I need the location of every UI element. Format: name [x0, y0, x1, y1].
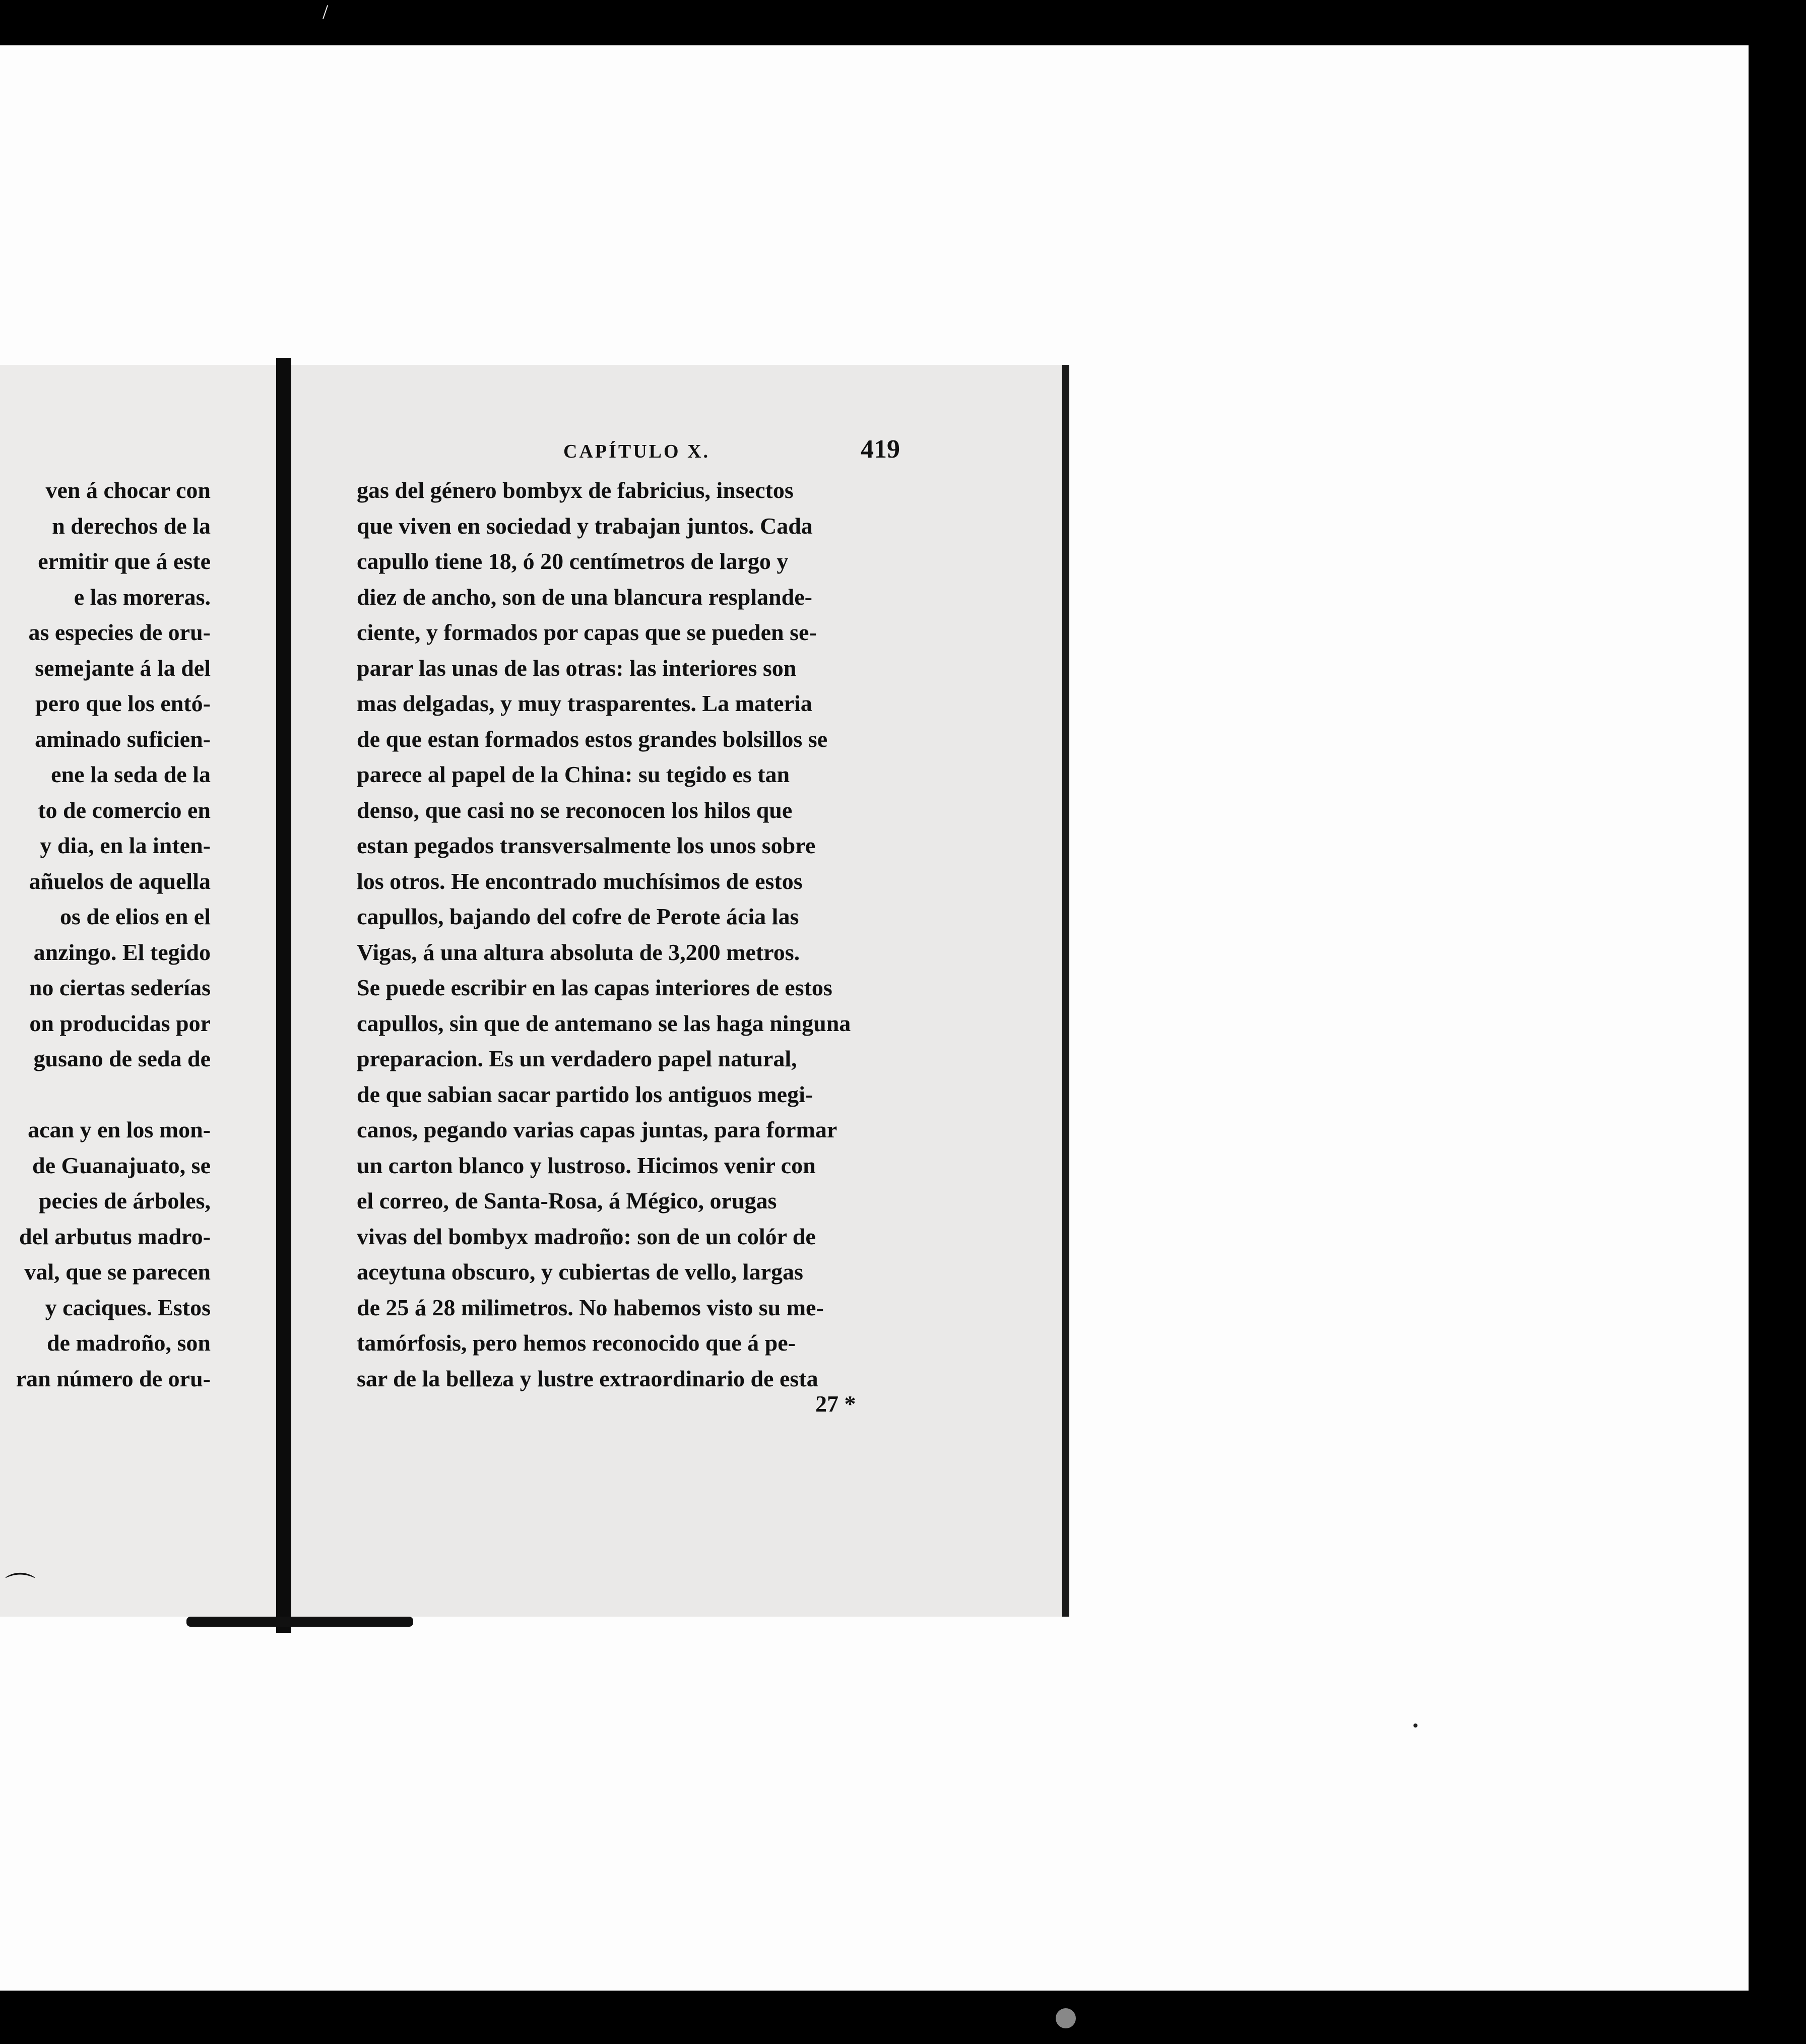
text-line: no ciertas sederías	[29, 975, 211, 1000]
scan-mark: /	[322, 1, 329, 23]
text-line: to de comercio en	[38, 797, 211, 823]
text-line: gusano de seda de	[33, 1046, 211, 1071]
text-line: de 25 á 28 milimetros. No habemos visto su me-	[357, 1294, 824, 1320]
text-line: ermitir que á este	[38, 548, 211, 574]
page-number: 419	[861, 435, 900, 464]
text-line: os de elios en el	[60, 904, 211, 929]
text-line: capullos, sin que de antemano se las haga ninguna	[357, 1010, 851, 1036]
text-line: de que estan formados estos grandes bolsillos se	[357, 726, 828, 752]
text-line: estan pegados transversalmente los unos sobre	[357, 833, 816, 858]
text-line: y dia, en la inten-	[40, 833, 211, 858]
running-head: CAPÍTULO X.	[563, 441, 711, 462]
open-book	[0, 353, 1073, 1633]
dust-speck	[1056, 2008, 1076, 2028]
text-line: diez de ancho, son de una blancura resplande-	[357, 584, 812, 610]
text-line: pero que los entó-	[35, 690, 211, 716]
left-page	[0, 365, 276, 1617]
text-line: Se puede escribir en las capas interiores de estos	[357, 975, 832, 1000]
text-line: un carton blanco y lustroso. Hicimos venir con	[357, 1152, 816, 1178]
spine-foot	[186, 1617, 413, 1627]
signature-mark: 27 *	[815, 1391, 856, 1417]
book-spine	[276, 358, 291, 1633]
text-line: gas del género bombyx de fabricius, insectos	[357, 477, 794, 503]
text-line: del arbutus madro-	[19, 1223, 211, 1249]
text-line: parece al papel de la China: su tegido es tan	[357, 761, 790, 787]
text-line: tamórfosis, pero hemos reconocido que á pe-	[357, 1330, 796, 1356]
dust-speck	[1413, 1723, 1417, 1728]
right-page	[291, 365, 1062, 1617]
text-line: semejante á la del	[35, 655, 211, 681]
text-line: los otros. He encontrado muchísimos de estos	[357, 868, 803, 894]
text-line: acan y en los mon-	[28, 1117, 211, 1142]
text-line: que viven en sociedad y trabajan juntos. Cada	[357, 513, 813, 539]
text-line: Vigas, á una altura absoluta de 3,200 metros.	[357, 939, 800, 965]
ink-smudge: ⌒	[5, 1572, 35, 1605]
page-edge-shadow	[1062, 365, 1069, 1617]
text-line: aminado suficien-	[35, 726, 211, 752]
text-line: n derechos de la	[52, 513, 211, 539]
text-line: denso, que casi no se reconocen los hilos que	[357, 797, 793, 823]
text-line: capullo tiene 18, ó 20 centímetros de largo y	[357, 548, 789, 574]
text-line: de Guanajuato, se	[32, 1152, 211, 1178]
text-line: val, que se parecen	[24, 1259, 211, 1285]
text-line: de que sabian sacar partido los antiguos megi-	[357, 1081, 813, 1107]
text-line: el correo, de Santa-Rosa, á Mégico, orugas	[357, 1188, 777, 1213]
text-line: preparacion. Es un verdadero papel natural,	[357, 1046, 797, 1071]
text-line: ven á chocar con	[45, 477, 211, 503]
text-line: vivas del bombyx madroño: son de un colór de	[357, 1223, 816, 1249]
text-line: on producidas por	[29, 1010, 211, 1036]
text-line: añuelos de aquella	[29, 868, 211, 894]
text-line: pecies de árboles,	[38, 1188, 211, 1213]
text-line: mas delgadas, y muy trasparentes. La materia	[357, 690, 812, 716]
text-line: ene la seda de la	[51, 761, 211, 787]
text-line: y caciques. Estos	[45, 1294, 211, 1320]
text-line: sar de la belleza y lustre extraordinario de esta	[357, 1365, 818, 1391]
text-line: e las moreras.	[74, 584, 211, 610]
text-line: parar las unas de las otras: las interiores son	[357, 655, 797, 681]
text-line: canos, pegando varias capas juntas, para formar	[357, 1117, 837, 1142]
text-line: ran número de oru-	[16, 1365, 211, 1391]
text-line: anzingo. El tegido	[33, 939, 211, 965]
text-line: aceytuna obscuro, y cubiertas de vello, largas	[357, 1259, 803, 1285]
text-line: capullos, bajando del cofre de Perote ácia las	[357, 904, 799, 929]
text-line: de madroño, son	[46, 1330, 211, 1356]
text-line: ciente, y formados por capas que se pueden se-	[357, 619, 817, 645]
text-line: as especies de oru-	[28, 619, 211, 645]
